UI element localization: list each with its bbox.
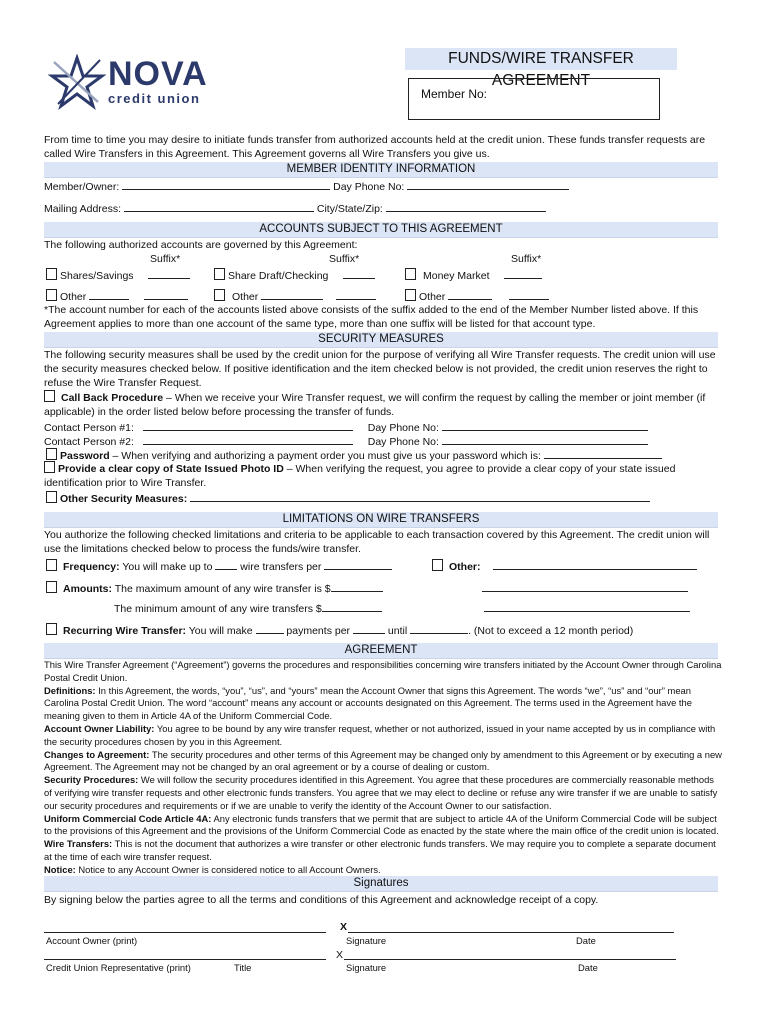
other-label-3: Other xyxy=(419,291,446,303)
intro-text: From time to time you may desire to initiate funds transfer from authorized accounts held at the credit union. These funds transfer requests are called Wire Transfers in this Agreement. This Agreement governs all Wire Transfers you give us. xyxy=(44,134,706,160)
notice-label: Notice: xyxy=(44,863,76,875)
shares-checkbox[interactable] xyxy=(46,268,57,280)
contact1-field[interactable] xyxy=(143,419,353,431)
other-limit-label: Other: xyxy=(449,561,481,573)
day-phone-field[interactable] xyxy=(407,178,569,190)
identity-heading: MEMBER IDENTITY INFORMATION xyxy=(44,162,718,178)
suffix-header-2: Suffix* xyxy=(329,253,360,265)
money-option xyxy=(405,267,542,283)
rep-sign-x: X xyxy=(336,949,344,961)
other-limit-checkbox[interactable] xyxy=(432,559,443,571)
shares-suffix-field[interactable] xyxy=(148,267,190,279)
min-amount-field[interactable] xyxy=(322,600,382,612)
changes-text: The security procedures and other terms of this Agreement may be changed only by amendment to this Agreement or by executing a new Agreement. The Agreement may not be changed by an oral agreement or by a course of dealing or custom. xyxy=(44,748,722,773)
frequency-period-field[interactable] xyxy=(324,558,392,570)
draft-checkbox[interactable] xyxy=(214,268,225,280)
amounts-item xyxy=(46,580,383,596)
other-limit-line-2[interactable] xyxy=(482,580,688,596)
recurring-label: Recurring Wire Transfer: xyxy=(63,625,187,637)
liability-text: You agree to be bound by any wire transfer request, whether or not authorized, issued in your name accepted by us in compliance with the security procedures chosen by you in this Agreement. xyxy=(44,722,716,747)
ucc xyxy=(44,813,724,839)
other-option-2 xyxy=(214,288,376,304)
other-name-field-2[interactable] xyxy=(261,288,323,300)
signatures-intro: By signing below the parties agree to all the terms and conditions of this Agreement and acknowledge receipt of a copy. xyxy=(44,894,599,906)
accounts-heading: ACCOUNTS SUBJECT TO THIS AGREEMENT xyxy=(44,222,718,238)
other-label-1: Other xyxy=(60,291,87,303)
wire-transfers-text: This is not the document that authorizes a wire transfer or other electronic funds transfers. We may require you to complete a separate document at the time of each wire transfer request. xyxy=(44,838,716,862)
accounts-intro: The following authorized accounts are governed by this Agreement: xyxy=(44,239,358,251)
photo-id-checkbox[interactable] xyxy=(44,461,55,473)
changes xyxy=(44,749,724,775)
security-procedures-text: We will follow the security procedures identified in this Agreement. You agree that these procedures are commercially reasonable methods of verifying wire transfer requests and other electronic funds transfers. You agree that we may elect to decline or refuse any wire transfer if we are unable to satisfy our security procedures and requirements or if we are unable to verify the identity of the Account Owner to our satisfaction. xyxy=(44,774,718,811)
max-amount-field[interactable] xyxy=(331,580,383,592)
form-title: FUNDS/WIRE TRANSFER AGREEMENT xyxy=(405,48,677,70)
frequency-label: Frequency: xyxy=(63,561,120,573)
other-limit-line-3[interactable] xyxy=(484,600,690,616)
other-limit-field[interactable] xyxy=(493,558,697,570)
city-label: City/State/Zip: xyxy=(316,203,383,215)
recurring-text-a: You will make xyxy=(188,625,253,637)
mailing-row xyxy=(44,200,546,216)
logo-sub: credit union xyxy=(108,91,201,106)
other-name-field-3[interactable] xyxy=(448,288,492,300)
password-checkbox[interactable] xyxy=(46,448,57,460)
money-checkbox[interactable] xyxy=(405,268,416,280)
wire-transfers-label: Wire Transfers: xyxy=(44,838,113,850)
logo xyxy=(48,54,218,110)
changes-label: Changes to Agreement: xyxy=(44,748,150,760)
owner-print-line[interactable] xyxy=(44,932,326,933)
security-intro: The following security measures shall be used by the credit union for the purpose of verifying all Wire Transfer requests. The credit union will use the security measures checked below. If positive identification and the item checked below is not provided, the credit union reserves the right to refuse the Wire Transfer Request. xyxy=(44,349,716,389)
recurring-item xyxy=(46,622,633,638)
limits-heading: LIMITATIONS ON WIRE TRANSFERS xyxy=(44,512,718,528)
contact2-phone-field[interactable] xyxy=(442,433,648,445)
callback-item xyxy=(44,390,724,419)
member-no-box[interactable] xyxy=(408,78,660,120)
recurring-period-field[interactable] xyxy=(353,622,385,634)
logo-name: NOVA xyxy=(108,55,208,93)
rep-signature-label: Signature xyxy=(346,962,387,973)
limits-intro: You authorize the following checked limitations and criteria to be applicable to each transaction covered by this Agreement. The credit union will use the limitations checked below to process the funds/wire transfer. xyxy=(44,529,710,555)
other-suffix-field-2[interactable] xyxy=(336,288,376,300)
definitions-label: Definitions: xyxy=(44,684,96,696)
contact2-field[interactable] xyxy=(143,433,353,445)
draft-option xyxy=(214,267,375,283)
contact2-label: Contact Person #2: xyxy=(44,436,134,448)
suffix-header-3: Suffix* xyxy=(511,253,542,265)
frequency-checkbox[interactable] xyxy=(46,559,57,571)
other-security-item xyxy=(46,490,650,506)
ucc-text: Any electronic funds transfers that we permit that are subject to article 4A of the Uniform Commercial Code will be subject to the provisions of this Agreement and the provisions of the Uniform Commercial Code as enacted by the state where the main office of the credit union is located. xyxy=(44,812,719,837)
owner-signature-label: Signature xyxy=(346,935,387,946)
draft-label: Share Draft/Checking xyxy=(228,270,329,282)
recurring-checkbox[interactable] xyxy=(46,623,57,635)
security-procedures xyxy=(44,774,724,812)
password-label: Password xyxy=(60,450,110,462)
other-security-field[interactable] xyxy=(190,490,650,502)
owner-date-label: Date xyxy=(576,935,596,946)
shares-option xyxy=(46,267,190,283)
recurring-until-field[interactable] xyxy=(410,622,468,634)
contact1-label: Contact Person #1: xyxy=(44,422,134,434)
other-checkbox-1[interactable] xyxy=(46,289,57,301)
photo-id-label: Provide a clear copy of State Issued Photo ID xyxy=(58,463,284,475)
contact1-phone-field[interactable] xyxy=(442,419,648,431)
other-security-label: Other Security Measures: xyxy=(60,493,188,505)
member-owner-field[interactable] xyxy=(122,178,330,190)
money-suffix-field[interactable] xyxy=(504,267,542,279)
city-field[interactable] xyxy=(386,200,546,212)
security-heading: SECURITY MEASURES xyxy=(44,332,718,348)
frequency-item xyxy=(46,558,392,574)
shares-label: Shares/Savings xyxy=(60,270,134,282)
other-suffix-field-1[interactable] xyxy=(144,288,188,300)
other-label-2: Other xyxy=(232,291,259,303)
rep-print-line[interactable] xyxy=(44,959,326,960)
recurring-text-b: payments per xyxy=(286,625,351,637)
owner-sign-x: X xyxy=(340,921,348,933)
other-option-3 xyxy=(405,288,549,304)
recurring-count-field[interactable] xyxy=(256,622,284,634)
wire-transfers xyxy=(44,838,724,864)
other-suffix-field-3[interactable] xyxy=(509,288,549,300)
password-text: – When verifying and authorizing a payment order you must give us your password which is: xyxy=(109,450,541,462)
other-checkbox-2[interactable] xyxy=(214,289,225,301)
other-checkbox-3[interactable] xyxy=(405,289,416,301)
security-procedures-label: Security Procedures: xyxy=(44,774,139,786)
liability-label: Account Owner Liability: xyxy=(44,722,155,734)
definitions xyxy=(44,685,724,723)
signatures-heading: Signatures xyxy=(44,876,718,892)
member-no-label: Member No: xyxy=(421,87,488,101)
rep-signature-line[interactable] xyxy=(344,959,676,960)
mailing-label: Mailing Address: xyxy=(44,203,122,215)
password-field[interactable] xyxy=(544,447,662,459)
other-name-field-1[interactable] xyxy=(89,288,129,300)
max-amount-text: The maximum amount of any wire transfer is $ xyxy=(114,583,331,595)
ucc-label: Uniform Commercial Code Article 4A: xyxy=(44,812,212,824)
rep-date-label: Date xyxy=(578,962,598,973)
money-label: Money Market xyxy=(423,270,490,282)
accounts-note: *The account number for each of the accounts listed above consists of the suffix added to the end of the Member Number listed above. If this Agreement applies to more than one account of the same type, more than one suffix will be listed for that account type. xyxy=(44,304,699,330)
other-option-1 xyxy=(46,288,188,304)
min-amount-row xyxy=(114,600,382,616)
other-limit-item xyxy=(432,558,697,574)
suffix-header-1: Suffix* xyxy=(150,253,181,265)
owner-print-label: Account Owner (print) xyxy=(46,935,138,946)
rep-print-label: Credit Union Representative (print) xyxy=(46,962,191,973)
agreement-heading: AGREEMENT xyxy=(44,643,718,659)
callback-label: Call Back Procedure xyxy=(61,392,164,404)
callback-checkbox[interactable] xyxy=(44,390,55,402)
amounts-checkbox[interactable] xyxy=(46,581,57,593)
draft-suffix-field[interactable] xyxy=(343,267,375,279)
liability xyxy=(44,723,724,749)
other-security-checkbox[interactable] xyxy=(46,491,57,503)
day-phone-label: Day Phone No: xyxy=(333,181,405,193)
contact1-phone-label: Day Phone No: xyxy=(367,422,439,434)
frequency-count-field[interactable] xyxy=(215,558,237,570)
rep-title-label: Title xyxy=(234,962,252,973)
contact2-phone-label: Day Phone No: xyxy=(367,436,439,448)
notice xyxy=(44,864,724,877)
member-owner-row xyxy=(44,178,569,194)
callback-text: – When we receive your Wire Transfer request, we will confirm the request by calling the member or joint member (if applicable) in the order listed below before processing the transfer of funds. xyxy=(44,392,706,418)
member-owner-label: Member/Owner: xyxy=(44,181,120,193)
mailing-field[interactable] xyxy=(124,200,314,212)
min-amount-text: The minimum amount of any wire transfers $ xyxy=(114,603,322,615)
amounts-label: Amounts: xyxy=(63,583,112,595)
agreement-p1: This Wire Transfer Agreement (“Agreement”) governs the procedures and responsibilities concerning wire transfers initiated by the Account Owner through Carolina Postal Credit Union. xyxy=(44,659,722,683)
owner-signature-line[interactable] xyxy=(348,932,674,933)
recurring-text-d: . (Not to exceed a 12 month period) xyxy=(468,625,634,637)
nova-star-icon xyxy=(48,54,106,110)
photo-id-text: – When verifying the request, you agree to provide a clear copy of your state issued identification prior to Wire Transfer. xyxy=(44,463,676,489)
agreement-body xyxy=(44,659,724,877)
definitions-text: In this Agreement, the words, “you”, “us”, and “yours” mean the Account Owner that signs this Agreement. The words “we”, “us” and “our” mean Carolina Postal Credit Union. The word “account” means any account or accounts designated on this Agreement. The terms used in the Agreement have the meaning given to them in Article 4A of the Uniform Commercial Code. xyxy=(44,684,692,722)
frequency-text-b: wire transfers per xyxy=(240,561,322,573)
notice-text: Notice to any Account Owner is considered notice to all Account Owners. xyxy=(75,863,381,875)
frequency-text-a: You will make up to xyxy=(122,561,213,573)
recurring-text-c: until xyxy=(387,625,408,637)
photo-id-item xyxy=(44,461,724,490)
